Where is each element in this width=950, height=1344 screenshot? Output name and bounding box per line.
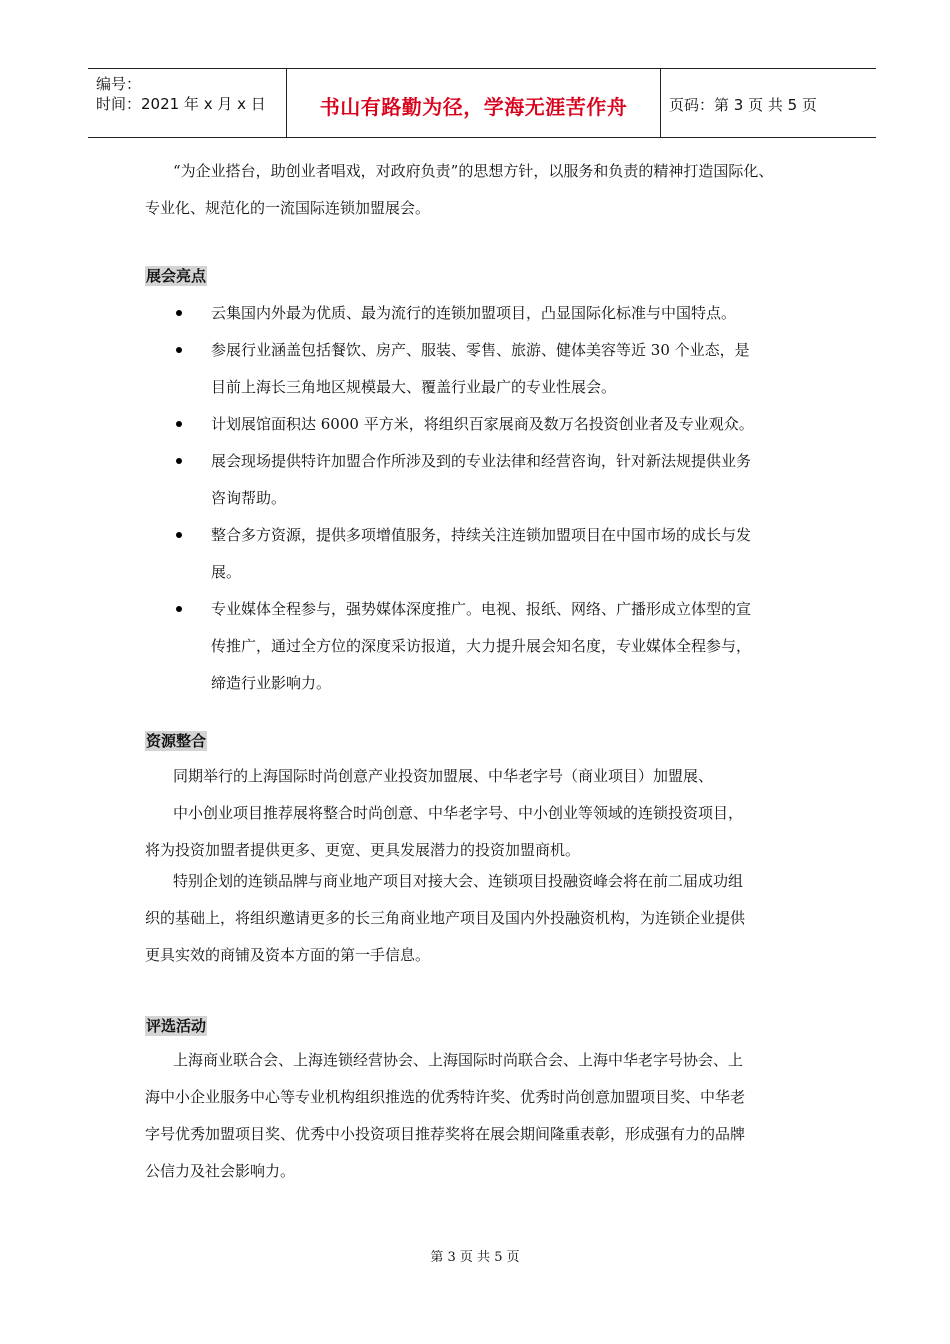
text-line: 展。: [211, 563, 242, 581]
text-line: 中小创业项目推荐展将整合时尚创意、中华老字号、中小创业等领域的连锁投资项目，: [173, 804, 744, 822]
text-line: 将为投资加盟者提供更多、更宽、更具发展潜力的投资加盟商机。: [145, 841, 581, 859]
text-line: 专业化、规范化的一流国际连锁加盟展会。: [145, 199, 431, 217]
text-line: 缔造行业影响力。: [211, 674, 332, 692]
bullet-icon: [176, 347, 182, 353]
list-item: [145, 517, 835, 591]
list-item: [145, 443, 835, 517]
header-motto-cell: [286, 69, 661, 137]
text-line: 参展行业涵盖包括餐饮、房产、服装、零售、旅游、健体美容等近 30 个业态，是: [211, 341, 750, 359]
number-label: 编号：: [96, 75, 142, 93]
text-line: “为企业搭台，助创业者唱戏，对政府负责”的思想方针，以服务和负责的精神打造国际化、: [173, 162, 774, 180]
text-line: 整合多方资源，提供多项增值服务，持续关注连锁加盟项目在中国市场的成长与发: [211, 526, 752, 544]
resources-paragraph-1: [145, 758, 825, 869]
page-footer: 第 3 页 共 5 页: [430, 1250, 520, 1265]
text-line: 咨询帮助。: [211, 489, 287, 507]
text-line: 织的基础上，将组织邀请更多的长三角商业地产项目及国内外投融资机构，为连锁企业提供: [145, 909, 746, 927]
list-item: [145, 295, 835, 332]
header-meta-cell: [88, 69, 286, 137]
text-line: 特别企划的连锁品牌与商业地产项目对接大会、连锁项目投融资峰会将在前二届成功组: [173, 872, 744, 890]
intro-paragraph: [145, 153, 825, 227]
header-page-cell: [660, 69, 876, 137]
text-line: 公信力及社会影响力。: [145, 1162, 296, 1180]
text-line: 展会现场提供特许加盟合作所涉及到的专业法律和经营咨询，针对新法规提供业务: [211, 452, 752, 470]
text-line: 同期举行的上海国际时尚创意产业投资加盟展、中华老字号（商业项目）加盟展、: [173, 767, 714, 785]
document-header: [88, 68, 876, 138]
header-page-label: 页码：第 3 页 共 5 页: [669, 96, 817, 114]
awards-paragraph: [145, 1042, 825, 1190]
text-line: 更具实效的商铺及资本方面的第一手信息。: [145, 946, 431, 964]
text-line: 目前上海长三角地区规模最大、覆盖行业最广的专业性展会。: [211, 378, 617, 396]
text-line: 上海商业联合会、上海连锁经营协会、上海国际时尚联合会、上海中华老字号协会、上: [173, 1051, 744, 1069]
bullet-icon: [176, 458, 182, 464]
list-item: [145, 406, 835, 443]
highlights-list: [145, 295, 835, 702]
header-motto: 书山有路勤为径，学海无涯苦作舟: [319, 95, 628, 119]
resources-paragraph-2: [145, 863, 825, 974]
list-item: [145, 591, 835, 702]
text-line: 计划展馆面积达 6000 平方米，将组织百家展商及数万名投资创业者及专业观众。: [211, 415, 754, 433]
bullet-icon: [176, 532, 182, 538]
section-title-awards: 评选活动: [146, 1017, 207, 1035]
section-title-highlights: 展会亮点: [146, 267, 207, 285]
bullet-icon: [176, 606, 182, 612]
text-line: 字号优秀加盟项目奖、优秀中小投资项目推荐奖将在展会期间隆重表彰，形成强有力的品牌: [145, 1125, 746, 1143]
text-line: 专业媒体全程参与，强势媒体深度推广。电视、报纸、网络、广播形成立体型的宣: [211, 600, 752, 618]
bullet-icon: [176, 310, 182, 316]
text-line: 传推广，通过全方位的深度采访报道，大力提升展会知名度，专业媒体全程参与，: [211, 637, 752, 655]
text-line: 云集国内外最为优质、最为流行的连锁加盟项目，凸显国际化标准与中国特点。: [211, 304, 737, 322]
time-label: 时间：2021 年 x 月 x 日: [96, 95, 266, 113]
text-line: 海中小企业服务中心等专业机构组织推选的优秀特许奖、优秀时尚创意加盟项目奖、中华老: [145, 1088, 746, 1106]
section-title-resources: 资源整合: [146, 732, 207, 750]
list-item: [145, 332, 835, 406]
bullet-icon: [176, 421, 182, 427]
